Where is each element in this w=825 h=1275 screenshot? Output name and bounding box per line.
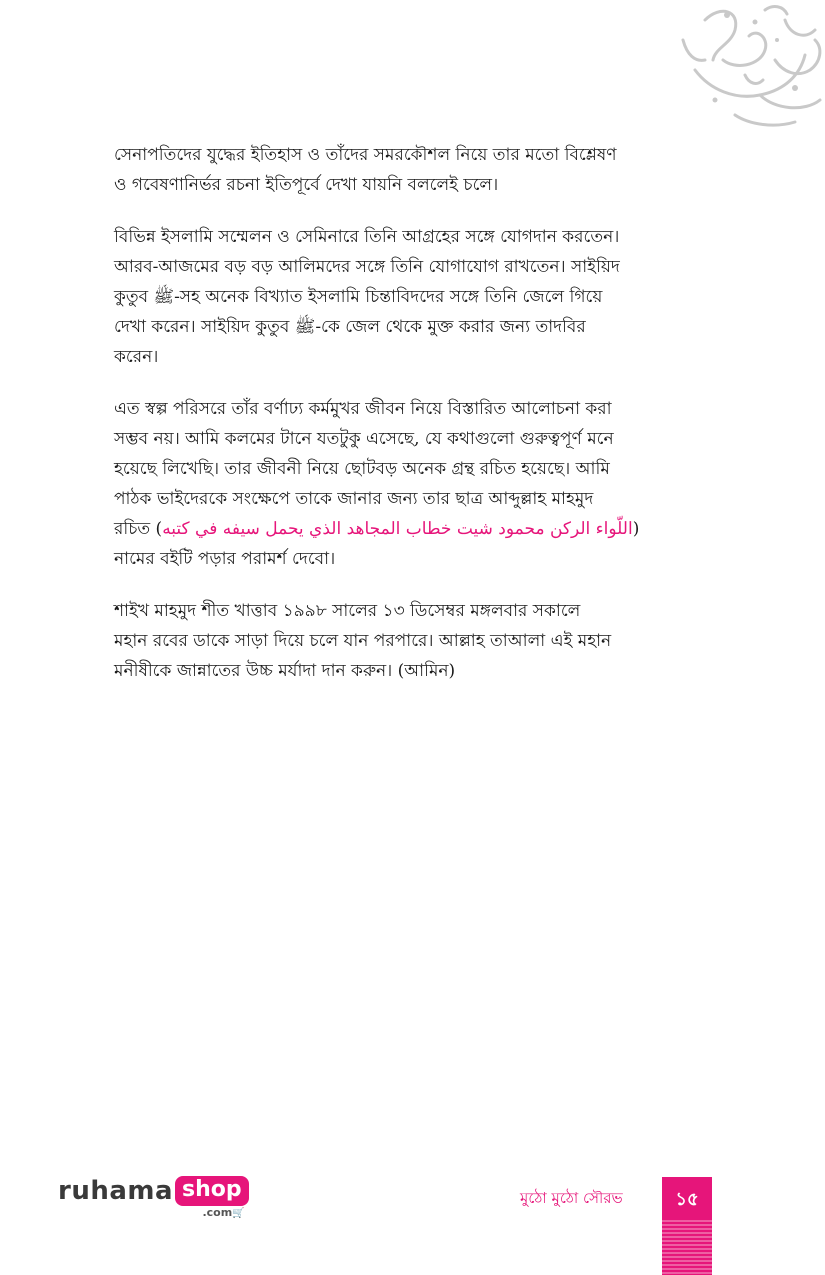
text-line: আরব-আজমের বড় বড় আলিমদের সঙ্গে তিনি যোগাযোগ রাখতেন। সাইয়িদ [114,257,620,277]
ruhamashop-logo [58,1176,249,1219]
text-line: করেন। [114,347,159,367]
text-line: মনীষীকে জান্নাতের উচ্চ মর্যাদা দান করুন। (আমিন) [114,661,456,681]
logo-domain-text [202,1206,244,1219]
paragraph-1 [114,140,714,200]
page-number: ১৫ [675,1189,699,1210]
logo-ruhama-text: ruhama [58,1176,174,1206]
text-line: সেনাপতিদের যুদ্ধের ইতিহাস ও তাঁদের সমরকৌশল নিয়ে তার মতো বিশ্লেষণ [114,145,617,165]
arabic-suffix: ) [632,519,640,539]
arabic-book-title: اللّواء الركن محمود شيت خطاب المجاهد الذي يحمل سيفه في كتبه [162,519,633,539]
text-line-with-arabic [114,514,714,544]
cart-icon: 🛒 [232,1208,245,1219]
text-line: হয়েছে লিখেছি। তার জীবনী নিয়ে ছোটবড় অনেক গ্রন্থ রচিত হয়েছে। আমি [114,459,610,479]
paragraph-4 [114,596,714,686]
text-line: শাইখ মাহমুদ শীত খাত্তাব ১৯৯৮ সালের ১৩ ডিসেম্বর মঙ্গলবার সকালে [114,601,581,621]
arabic-prefix: রচিত ( [114,519,163,539]
logo-shop-badge [175,1176,249,1219]
text-line: নামের বইটি পড়ার পরামর্শ দেবো। [114,549,336,569]
tab-stripes-decoration [662,1219,712,1275]
text-line: কুতুব ﷺ-সহ অনেক বিখ্যাত ইসলামি চিন্তাবিদদের সঙ্গে তিনি জেলে গিয়ে [114,287,603,307]
paragraph-2 [114,222,714,372]
text-line: সম্ভব নয়। আমি কলমের টানে যতটুকু এসেছে, যে কথাগুলো গুরুত্বপূর্ণ মনে [114,429,614,449]
text-line: বিভিন্ন ইসলামি সম্মেলন ও সেমিনারে তিনি আগ্রহের সঙ্গে যোগদান করতেন। [114,227,620,247]
paragraph-3 [114,394,714,574]
logo-domain: .com [202,1206,233,1219]
calligraphy-ornament [665,0,825,135]
body-text [114,140,714,708]
logo-shop-text: shop [175,1176,249,1206]
text-line: এত স্বল্প পরিসরে তাঁর বর্ণাঢ্য কর্মমুখর জীবন নিয়ে বিস্তারিত আলোচনা করা [114,399,612,419]
text-line: পাঠক ভাইদেরকে সংক্ষেপে তাকে জানার জন্য তার ছাত্র আব্দুল্লাহ মাহমুদ [114,489,594,509]
page-number-tab [662,1177,712,1275]
running-footer-book-title: মুঠো মুঠো সৌরভ [520,1189,623,1207]
text-line: দেখা করেন। সাইয়িদ কুতুব ﷺ-কে জেল থেকে মুক্ত করার জন্য তাদবির [114,317,586,337]
text-line: মহান রবের ডাকে সাড়া দিয়ে চলে যান পরপারে। আল্লাহ তাআলা এই মহান [114,631,612,651]
text-line: ও গবেষণানির্ভর রচনা ইতিপূর্বে দেখা যায়নি বললেই চলে। [114,175,499,195]
